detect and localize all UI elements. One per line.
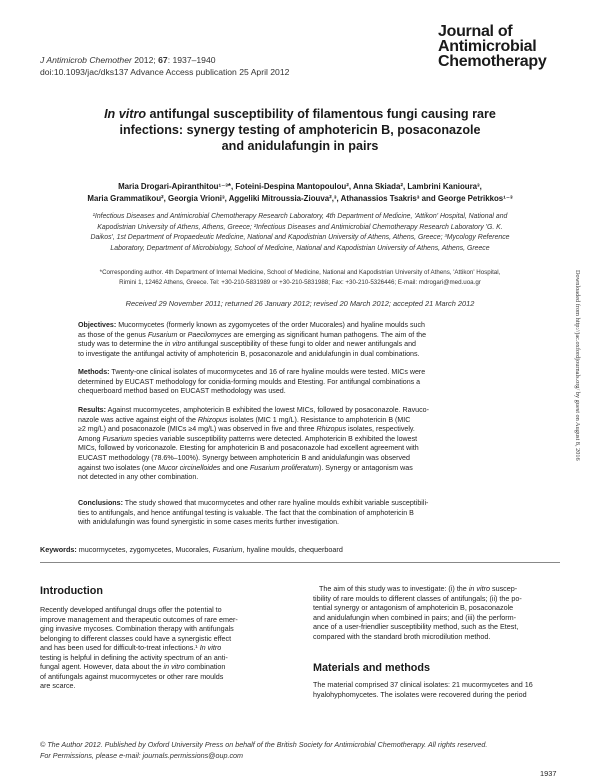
objectives-label: Objectives: xyxy=(78,321,117,329)
text-line: testing is helpful in defining the activity spectrum of an anti- xyxy=(40,652,228,662)
text-line: tential synergy or antagonism of amphotericin B, posaconazole xyxy=(313,603,514,612)
download-watermark-text: Downloaded from http://jac.oxfordjournals.org/ by guest on August 8, 2016 xyxy=(574,270,581,461)
text-line: study was to determine the in vitro antifungal susceptibility of these fungi to older and newer antifungals and xyxy=(78,340,416,349)
text-line: compared with the standard broth microdilution method. xyxy=(313,631,491,641)
text-line: determined by EUCAST methodology for conidia-forming moulds and Etesting. For antifungal combinations a xyxy=(78,377,421,386)
text-line: ance of a user-friendlier susceptibility method, such as the Etest, xyxy=(313,622,519,631)
journal-logo xyxy=(438,24,578,69)
text-line: as those of the genus Fusarium or Paecilomyces are emerging as significant human pathogens. The aim of the xyxy=(78,330,427,339)
keywords: Keywords: mucormycetes, zygomycetes, Mucorales, Fusarium, hyaline moulds, chequerboard xyxy=(40,545,343,554)
citation-line xyxy=(40,55,400,67)
results-label: Results: xyxy=(78,406,106,414)
text-line: against two isolates (one Mucor circinelloides and one Fusarium proliferatum). Synergy or antagonism was xyxy=(78,463,413,472)
materials-body xyxy=(313,680,563,699)
affiliation-line-3: Daikos', 1st Department of Propaedeutic Medicine, National and Kapodistrian University of Athens, Athens, Greece; ³Mycology Reference xyxy=(90,234,510,242)
text-line: Twenty-one clinical isolates of mucormycetes and 16 of rare hyaline moulds were tested. MICs were xyxy=(111,368,426,376)
title-line-3: and anidulafungin in pairs xyxy=(221,139,379,153)
affiliations xyxy=(40,212,560,254)
doi-line[interactable]: doi:10.1093/jac/dks137 Advance Access publication 25 April 2012 xyxy=(40,66,290,77)
text-line: with anidulafungin was found synergistic in some cases merits further investigation. xyxy=(78,518,340,527)
abstract-results xyxy=(78,406,522,483)
text-line: MICs, followed by voriconazole. Etesting for amphotericin B and posaconazole had excellent agreement with xyxy=(78,444,419,453)
journal-logo-line1: Journal of xyxy=(438,23,513,40)
journal-logo-line2: Antimicrobial xyxy=(438,38,537,55)
text-line: The aim of this study was to investigate: (i) the in vitro suscep- xyxy=(319,584,518,593)
affiliation-line-4: Laboratory, Department of Microbiology, School of Medicine, National and Kapodistrian University of Athens, Athens, Greece xyxy=(110,244,490,252)
article-title xyxy=(40,106,560,154)
received-dates: Received 29 November 2011; returned 26 January 2012; revised 20 March 2012; accepted 21 March 2012 xyxy=(125,299,475,308)
text-line: chequerboard method based on EUCAST methodology was used. xyxy=(78,387,286,396)
text-line: Among Fusarium species variable susceptibility patterns were detected. Amphotericin B exhibited the lowest xyxy=(78,434,418,443)
text-line: The material comprised 37 clinical isolates: 21 mucormycetes and 16 xyxy=(313,680,533,689)
corresponding-line-2: Rimini 1, 12462 Athens, Greece. Tel: +30-210-5831989 or +30-210-5831988; Fax: +30-210-5326446; E-mail: mdrogari@med.uoa.gr xyxy=(119,279,481,287)
title-line-1-rest: antifungal susceptibility of filamentous fungi causing rare xyxy=(146,107,496,121)
copyright-line-1: © The Author 2012. Published by Oxford University Press on behalf of the British Society for Antimicrobial Chemotherapy. All rights reserved. xyxy=(40,740,488,749)
page-number: 1937 xyxy=(540,769,557,778)
affiliation-line-1: ¹Infectious Diseases and Antimicrobial Chemotherapy Research Laboratory, 4th Department of Medicine, 'Attikon' Hospital, National and xyxy=(92,213,508,220)
text-line: Against mucormycetes, amphotericin B exhibited the lowest MICs, followed by posaconazole. Ravuco- xyxy=(107,406,429,414)
text-line: Recently developed antifungal drugs offer the potential to xyxy=(40,605,222,614)
title-italic: In vitro xyxy=(104,107,147,121)
text-line: ging invasive mycoses. Combination therapy with antifungals xyxy=(40,624,234,633)
text-line: are scarce. xyxy=(40,681,76,690)
text-line: not detected in any other combination. xyxy=(78,473,199,482)
text-line: improve management and therapeutic outcomes of rare emer- xyxy=(40,614,238,624)
text-line: ties to antifungals, and hence antifungal testing is valuable. The fact that the combination of amphotericin B xyxy=(78,508,414,517)
section-divider xyxy=(40,562,560,563)
introduction-body xyxy=(40,605,290,691)
journal-logo-line3: Chemotherapy xyxy=(438,53,547,70)
text-line: nazole was active against eight of the Rhizopus isolates (MIC 1 mg/L). Resistance to amphotericin B (MIC xyxy=(78,415,411,424)
title-line-1 xyxy=(40,106,560,122)
text-line: Mucormycetes (formerly known as zygomycetes of the order Mucorales) and hyaline moulds such xyxy=(118,321,425,329)
title-line-2: infections: synergy testing of amphotericin B, posaconazole xyxy=(119,123,481,137)
citation xyxy=(40,55,400,78)
keywords-label: Keywords: xyxy=(40,545,77,554)
citation-year: 2012; xyxy=(134,55,156,65)
author-list xyxy=(40,181,560,204)
text-line: and anidulafungin when combined in pairs; and (iii) the perform- xyxy=(313,612,516,622)
copyright-notice xyxy=(40,740,560,761)
materials-methods-heading: Materials and methods xyxy=(313,662,430,674)
corresponding-line-1: *Corresponding author. 4th Department of Internal Medicine, School of Medicine, National and Kapodistrian University of Athens, 'Attikon' Hospital, xyxy=(99,269,501,276)
authors-line-2: Maria Grammatikou², Georgia Vrioni³, Aggeliki Mitroussia-Ziouva²,³, Athanassios Tsakris³ and George Petrikkos¹⁻³ xyxy=(87,193,513,203)
text-line: ≥2 mg/L) and posaconazole (MICs ≥4 mg/L) was observed in five and three Rhizopus isolates, respectively. xyxy=(78,425,415,434)
authors-line-1: Maria Drogari-Apiranthitou¹⁻³*, Foteini-Despina Mantopoulou², Anna Skiada², Lambrini Kanioura³, xyxy=(118,182,482,191)
text-line: belonging to different classes could have a synergistic effect xyxy=(40,633,232,643)
copyright-line-2: For Permissions, please e-mail: journals.permissions@oup.com xyxy=(40,750,244,760)
abstract-objectives xyxy=(78,321,522,359)
text-line: fungal agent. However, data about the in vitro combination xyxy=(40,662,226,671)
abstract-methods xyxy=(78,368,522,397)
text-line: of antifungals against mucormycetes or other rare moulds xyxy=(40,671,224,681)
affiliation-line-2: Kapodistrian University of Athens, Athens, Greece; ²Infectious Diseases and Antimicrobial Chemotherapy Research Laboratory 'G. K. xyxy=(97,223,503,231)
introduction-heading: Introduction xyxy=(40,585,103,597)
citation-volume: 67 xyxy=(158,55,168,65)
text-line: to investigate the antifungal activity of amphotericin B, posaconazole and anidulafungin in dual combinations. xyxy=(78,349,420,358)
citation-pages: : 1937–1940 xyxy=(167,55,216,65)
download-watermark xyxy=(574,270,584,540)
text-line: The study showed that mucormycetes and other rare hyaline moulds exhibit variable susceptibili- xyxy=(124,499,429,507)
text-line: EUCAST methodology (78.6%–100%). Synergy between amphotericin B and anidulafungin was observed xyxy=(78,453,410,462)
journal-abbrev: J Antimicrob Chemother xyxy=(40,55,132,65)
text-line: tibility of rare moulds to different classes of antifungals; (ii) the po- xyxy=(313,593,522,603)
corresponding-author xyxy=(40,268,560,289)
text-line: hyalohyphomycetes. The isolates were recovered during the period xyxy=(313,689,527,699)
methods-label: Methods: xyxy=(78,368,110,376)
abstract-conclusions xyxy=(78,499,522,528)
conclusions-label: Conclusions: xyxy=(78,499,123,507)
text-line: and has been used for difficult-to-treat infections.¹ In vitro xyxy=(40,643,222,652)
aims-paragraph xyxy=(313,584,563,641)
